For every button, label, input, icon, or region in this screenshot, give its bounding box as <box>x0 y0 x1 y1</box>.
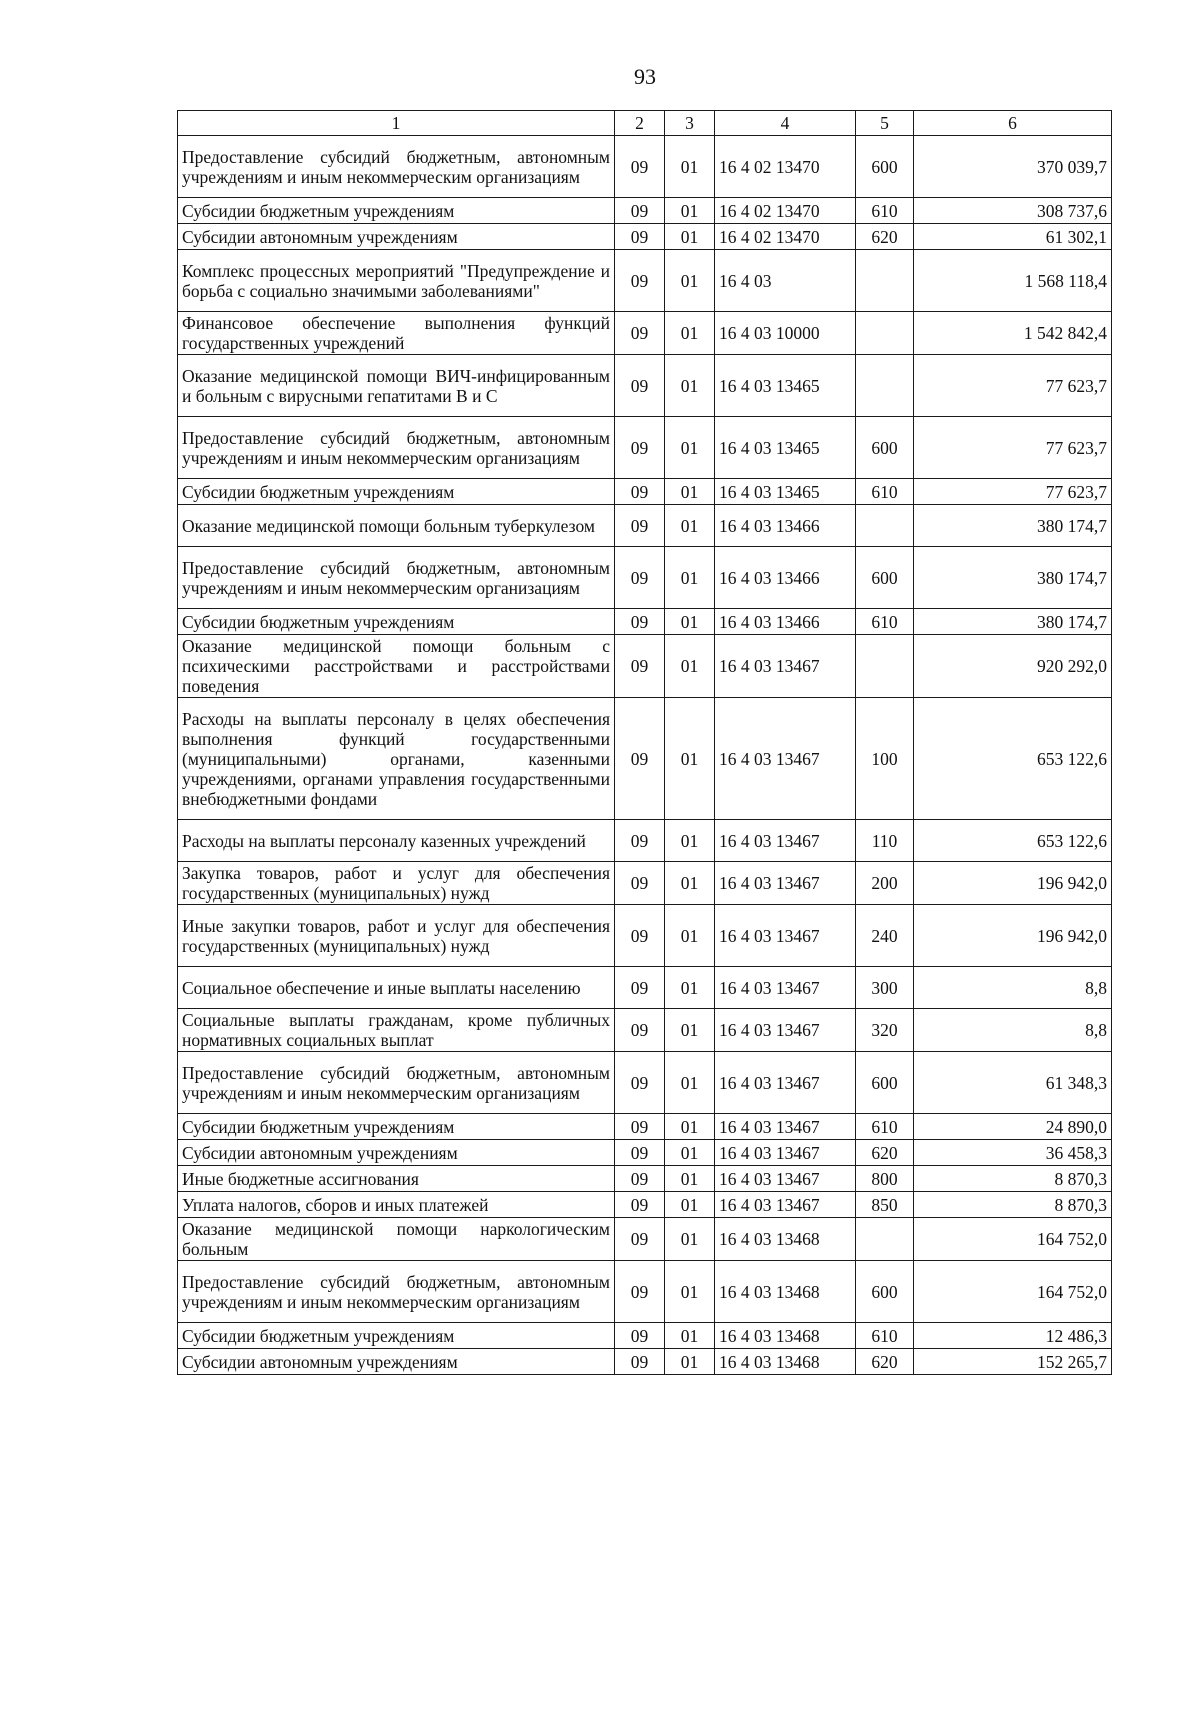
row-name-cell: Иные закупки товаров, работ и услуг для обеспечения государственных (муниципальных) нужд <box>178 905 615 967</box>
row-name-cell: Субсидии бюджетным учреждениям <box>178 1114 615 1140</box>
row-subsection-cell: 01 <box>665 479 715 505</box>
row-target-code-cell: 16 4 03 13467 <box>715 635 856 698</box>
row-amount-cell: 1 542 842,4 <box>914 312 1112 355</box>
row-target-code-cell: 16 4 03 13468 <box>715 1323 856 1349</box>
row-target-code-cell: 16 4 02 13470 <box>715 224 856 250</box>
row-section-cell: 09 <box>615 1114 665 1140</box>
row-subsection-cell: 01 <box>665 862 715 905</box>
row-subsection-cell: 01 <box>665 355 715 417</box>
row-subsection-cell: 01 <box>665 312 715 355</box>
row-expense-type-cell: 610 <box>856 1114 914 1140</box>
row-name-cell: Субсидии автономным учреждениям <box>178 224 615 250</box>
row-subsection-cell: 01 <box>665 136 715 198</box>
row-expense-type-cell: 200 <box>856 862 914 905</box>
row-expense-type-cell <box>856 355 914 417</box>
row-section-cell: 09 <box>615 635 665 698</box>
table-row <box>178 967 1112 1009</box>
row-amount-cell: 196 942,0 <box>914 862 1112 905</box>
row-section-cell: 09 <box>615 547 665 609</box>
table-row <box>178 479 1112 505</box>
row-subsection-cell: 01 <box>665 1114 715 1140</box>
row-subsection-cell: 01 <box>665 417 715 479</box>
row-expense-type-cell: 600 <box>856 1052 914 1114</box>
row-subsection-cell: 01 <box>665 1261 715 1323</box>
row-target-code-cell: 16 4 03 13467 <box>715 862 856 905</box>
row-subsection-cell: 01 <box>665 1166 715 1192</box>
row-subsection-cell: 01 <box>665 609 715 635</box>
row-target-code-cell: 16 4 03 13466 <box>715 609 856 635</box>
row-target-code-cell: 16 4 03 13467 <box>715 698 856 820</box>
table-row <box>178 1009 1112 1052</box>
row-target-code-cell: 16 4 03 13467 <box>715 1052 856 1114</box>
row-target-code-cell: 16 4 03 13467 <box>715 1192 856 1218</box>
row-name-cell: Иные бюджетные ассигнования <box>178 1166 615 1192</box>
row-subsection-cell: 01 <box>665 505 715 547</box>
row-section-cell: 09 <box>615 609 665 635</box>
table-body <box>178 136 1112 1375</box>
row-section-cell: 09 <box>615 355 665 417</box>
table-row <box>178 862 1112 905</box>
row-amount-cell: 380 174,7 <box>914 609 1112 635</box>
table-row <box>178 198 1112 224</box>
row-name-cell: Предоставление субсидий бюджетным, автономным учреждениям и иным некоммерческим организациям <box>178 417 615 479</box>
row-amount-cell: 308 737,6 <box>914 198 1112 224</box>
budget-table <box>177 110 1112 1375</box>
row-subsection-cell: 01 <box>665 1052 715 1114</box>
row-target-code-cell: 16 4 03 13468 <box>715 1349 856 1375</box>
row-amount-cell: 653 122,6 <box>914 820 1112 862</box>
row-name-cell: Финансовое обеспечение выполнения функций государственных учреждений <box>178 312 615 355</box>
row-section-cell: 09 <box>615 905 665 967</box>
row-target-code-cell: 16 4 03 10000 <box>715 312 856 355</box>
row-target-code-cell: 16 4 02 13470 <box>715 136 856 198</box>
row-target-code-cell: 16 4 03 13465 <box>715 479 856 505</box>
row-target-code-cell: 16 4 03 13467 <box>715 1166 856 1192</box>
row-amount-cell: 1 568 118,4 <box>914 250 1112 312</box>
row-expense-type-cell: 610 <box>856 479 914 505</box>
row-subsection-cell: 01 <box>665 1009 715 1052</box>
row-section-cell: 09 <box>615 250 665 312</box>
row-amount-cell: 77 623,7 <box>914 355 1112 417</box>
row-section-cell: 09 <box>615 198 665 224</box>
row-name-cell: Социальные выплаты гражданам, кроме публичных нормативных социальных выплат <box>178 1009 615 1052</box>
row-subsection-cell: 01 <box>665 820 715 862</box>
row-subsection-cell: 01 <box>665 698 715 820</box>
row-amount-cell: 370 039,7 <box>914 136 1112 198</box>
row-amount-cell: 61 302,1 <box>914 224 1112 250</box>
header-row <box>178 111 1112 136</box>
row-subsection-cell: 01 <box>665 1349 715 1375</box>
row-subsection-cell: 01 <box>665 547 715 609</box>
page-number: 93 <box>634 64 656 89</box>
column-header-expense-type: 5 <box>856 111 914 136</box>
row-expense-type-cell: 620 <box>856 1349 914 1375</box>
row-expense-type-cell <box>856 1218 914 1261</box>
row-amount-cell: 380 174,7 <box>914 547 1112 609</box>
table-row <box>178 1166 1112 1192</box>
row-amount-cell: 77 623,7 <box>914 417 1112 479</box>
row-name-cell: Комплекс процессных мероприятий "Предупреждение и борьба с социально значимыми заболеваниями" <box>178 250 615 312</box>
table-row <box>178 355 1112 417</box>
row-target-code-cell: 16 4 03 13467 <box>715 1009 856 1052</box>
table-row <box>178 698 1112 820</box>
row-expense-type-cell: 100 <box>856 698 914 820</box>
row-expense-type-cell: 620 <box>856 1140 914 1166</box>
table-row <box>178 820 1112 862</box>
row-amount-cell: 164 752,0 <box>914 1261 1112 1323</box>
column-header-name: 1 <box>178 111 615 136</box>
table-row <box>178 250 1112 312</box>
table-row <box>178 1261 1112 1323</box>
row-amount-cell: 36 458,3 <box>914 1140 1112 1166</box>
row-subsection-cell: 01 <box>665 224 715 250</box>
row-expense-type-cell: 110 <box>856 820 914 862</box>
row-expense-type-cell: 240 <box>856 905 914 967</box>
table-row <box>178 417 1112 479</box>
row-target-code-cell: 16 4 03 13467 <box>715 1140 856 1166</box>
row-section-cell: 09 <box>615 1166 665 1192</box>
row-subsection-cell: 01 <box>665 905 715 967</box>
table-row <box>178 505 1112 547</box>
table-row <box>178 1052 1112 1114</box>
row-amount-cell: 152 265,7 <box>914 1349 1112 1375</box>
row-section-cell: 09 <box>615 1009 665 1052</box>
row-target-code-cell: 16 4 03 13467 <box>715 905 856 967</box>
row-section-cell: 09 <box>615 1323 665 1349</box>
row-target-code-cell: 16 4 03 13465 <box>715 417 856 479</box>
row-target-code-cell: 16 4 03 13467 <box>715 1114 856 1140</box>
row-expense-type-cell: 850 <box>856 1192 914 1218</box>
row-subsection-cell: 01 <box>665 198 715 224</box>
table-row <box>178 1114 1112 1140</box>
row-expense-type-cell: 600 <box>856 417 914 479</box>
row-amount-cell: 380 174,7 <box>914 505 1112 547</box>
row-amount-cell: 196 942,0 <box>914 905 1112 967</box>
row-section-cell: 09 <box>615 505 665 547</box>
row-amount-cell: 8,8 <box>914 1009 1112 1052</box>
row-section-cell: 09 <box>615 1192 665 1218</box>
row-expense-type-cell <box>856 505 914 547</box>
row-subsection-cell: 01 <box>665 1192 715 1218</box>
column-header-target: 4 <box>715 111 856 136</box>
row-section-cell: 09 <box>615 1261 665 1323</box>
row-name-cell: Предоставление субсидий бюджетным, автономным учреждениям и иным некоммерческим организациям <box>178 547 615 609</box>
row-section-cell: 09 <box>615 1218 665 1261</box>
row-name-cell: Субсидии бюджетным учреждениям <box>178 198 615 224</box>
row-expense-type-cell: 610 <box>856 609 914 635</box>
row-section-cell: 09 <box>615 224 665 250</box>
column-header-amount: 6 <box>914 111 1112 136</box>
row-section-cell: 09 <box>615 136 665 198</box>
row-name-cell: Расходы на выплаты персоналу казенных учреждений <box>178 820 615 862</box>
row-target-code-cell: 16 4 03 13465 <box>715 355 856 417</box>
table-row <box>178 609 1112 635</box>
table-row <box>178 905 1112 967</box>
row-amount-cell: 8 870,3 <box>914 1192 1112 1218</box>
table-row <box>178 224 1112 250</box>
row-expense-type-cell: 600 <box>856 1261 914 1323</box>
table-row <box>178 1218 1112 1261</box>
row-amount-cell: 920 292,0 <box>914 635 1112 698</box>
row-name-cell: Субсидии автономным учреждениям <box>178 1140 615 1166</box>
row-subsection-cell: 01 <box>665 1323 715 1349</box>
row-name-cell: Оказание медицинской помощи больным с психическими расстройствами и расстройствами поведения <box>178 635 615 698</box>
row-expense-type-cell: 610 <box>856 1323 914 1349</box>
row-name-cell: Субсидии бюджетным учреждениям <box>178 609 615 635</box>
table-row <box>178 1349 1112 1375</box>
row-amount-cell: 8 870,3 <box>914 1166 1112 1192</box>
row-target-code-cell: 16 4 02 13470 <box>715 198 856 224</box>
row-subsection-cell: 01 <box>665 967 715 1009</box>
row-amount-cell: 24 890,0 <box>914 1114 1112 1140</box>
table-row <box>178 1192 1112 1218</box>
row-target-code-cell: 16 4 03 <box>715 250 856 312</box>
row-section-cell: 09 <box>615 1052 665 1114</box>
row-target-code-cell: 16 4 03 13468 <box>715 1218 856 1261</box>
column-header-subsection: 3 <box>665 111 715 136</box>
row-target-code-cell: 16 4 03 13466 <box>715 505 856 547</box>
row-name-cell: Расходы на выплаты персоналу в целях обеспечения выполнения функций государственными (муниципальными) органами, казенными учреждениями, органами управления государственными внебюджетными фондами <box>178 698 615 820</box>
row-expense-type-cell <box>856 250 914 312</box>
row-name-cell: Оказание медицинской помощи наркологическим больным <box>178 1218 615 1261</box>
row-name-cell: Социальное обеспечение и иные выплаты населению <box>178 967 615 1009</box>
row-section-cell: 09 <box>615 312 665 355</box>
row-name-cell: Предоставление субсидий бюджетным, автономным учреждениям и иным некоммерческим организациям <box>178 136 615 198</box>
row-section-cell: 09 <box>615 967 665 1009</box>
row-section-cell: 09 <box>615 417 665 479</box>
row-subsection-cell: 01 <box>665 1218 715 1261</box>
row-expense-type-cell <box>856 312 914 355</box>
row-expense-type-cell: 800 <box>856 1166 914 1192</box>
table-row <box>178 136 1112 198</box>
row-amount-cell: 12 486,3 <box>914 1323 1112 1349</box>
row-expense-type-cell: 300 <box>856 967 914 1009</box>
table-row <box>178 1140 1112 1166</box>
row-subsection-cell: 01 <box>665 1140 715 1166</box>
table-header <box>178 111 1112 136</box>
row-subsection-cell: 01 <box>665 635 715 698</box>
row-name-cell: Уплата налогов, сборов и иных платежей <box>178 1192 615 1218</box>
row-name-cell: Субсидии автономным учреждениям <box>178 1349 615 1375</box>
row-section-cell: 09 <box>615 820 665 862</box>
row-amount-cell: 61 348,3 <box>914 1052 1112 1114</box>
row-name-cell: Оказание медицинской помощи ВИЧ-инфицированным и больным с вирусными гепатитами В и С <box>178 355 615 417</box>
row-amount-cell: 8,8 <box>914 967 1112 1009</box>
row-subsection-cell: 01 <box>665 250 715 312</box>
row-section-cell: 09 <box>615 1349 665 1375</box>
row-target-code-cell: 16 4 03 13467 <box>715 820 856 862</box>
table-row <box>178 312 1112 355</box>
row-section-cell: 09 <box>615 698 665 820</box>
table-row <box>178 1323 1112 1349</box>
row-section-cell: 09 <box>615 1140 665 1166</box>
row-name-cell: Субсидии бюджетным учреждениям <box>178 479 615 505</box>
row-amount-cell: 653 122,6 <box>914 698 1112 820</box>
row-expense-type-cell: 620 <box>856 224 914 250</box>
row-amount-cell: 164 752,0 <box>914 1218 1112 1261</box>
row-section-cell: 09 <box>615 862 665 905</box>
row-section-cell: 09 <box>615 479 665 505</box>
row-expense-type-cell: 600 <box>856 547 914 609</box>
row-name-cell: Оказание медицинской помощи больным туберкулезом <box>178 505 615 547</box>
row-expense-type-cell <box>856 635 914 698</box>
row-target-code-cell: 16 4 03 13466 <box>715 547 856 609</box>
row-amount-cell: 77 623,7 <box>914 479 1112 505</box>
row-name-cell: Закупка товаров, работ и услуг для обеспечения государственных (муниципальных) нужд <box>178 862 615 905</box>
table-row <box>178 547 1112 609</box>
column-header-section: 2 <box>615 111 665 136</box>
row-target-code-cell: 16 4 03 13467 <box>715 967 856 1009</box>
row-name-cell: Предоставление субсидий бюджетным, автономным учреждениям и иным некоммерческим организациям <box>178 1261 615 1323</box>
row-name-cell: Субсидии бюджетным учреждениям <box>178 1323 615 1349</box>
row-target-code-cell: 16 4 03 13468 <box>715 1261 856 1323</box>
row-name-cell: Предоставление субсидий бюджетным, автономным учреждениям и иным некоммерческим организациям <box>178 1052 615 1114</box>
table-row <box>178 635 1112 698</box>
row-expense-type-cell: 320 <box>856 1009 914 1052</box>
row-expense-type-cell: 600 <box>856 136 914 198</box>
row-expense-type-cell: 610 <box>856 198 914 224</box>
